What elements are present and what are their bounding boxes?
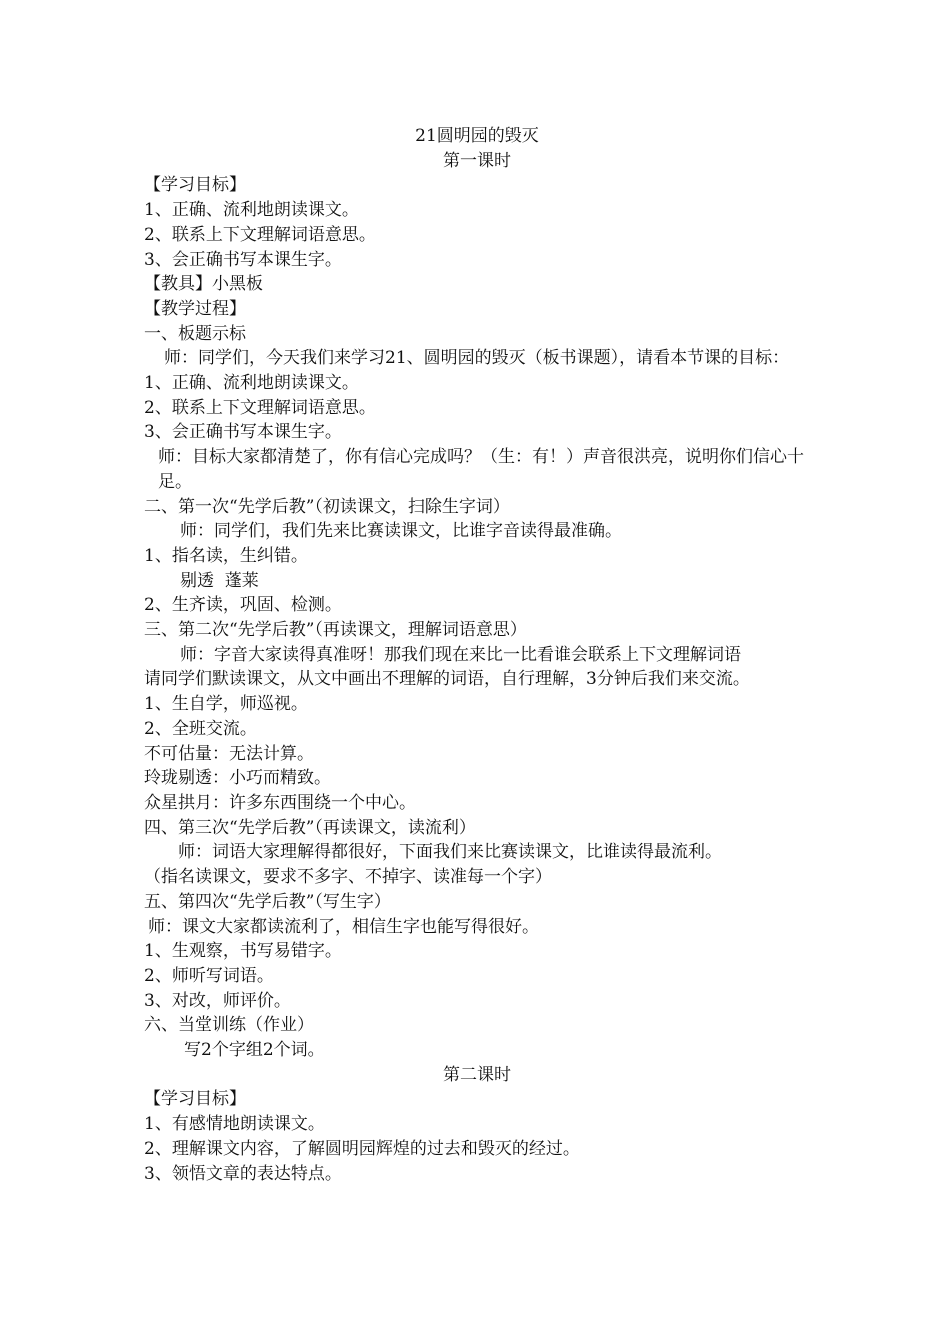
section2-item: 1、指名读，生纠错。 bbox=[144, 545, 308, 566]
section4-paragraph: 师：词语大家理解得都很好，下面我们来比赛读课文，比谁读得最流利。 bbox=[178, 842, 722, 863]
section2-item: 2、生齐读，巩固、检测。 bbox=[144, 595, 342, 616]
section1-title: 一、板题示标 bbox=[144, 323, 246, 344]
section5-paragraph: 师：课文大家都读流利了，相信生字也能写得很好。 bbox=[148, 916, 539, 937]
section3-paragraph: 师：字音大家读得真准呀！那我们现在来比一比看谁会联系上下文理解词语 bbox=[180, 644, 741, 665]
section3-definition: 众星拱月：许多东西围绕一个中心。 bbox=[144, 792, 416, 813]
section5-item: 3、对改，师评价。 bbox=[144, 990, 291, 1011]
section3-item: 1、生自学，师巡视。 bbox=[144, 694, 308, 715]
section5-item: 1、生观察，书写易错字。 bbox=[144, 941, 342, 962]
section5-title: 五、第四次“先学后教”（写生字） bbox=[144, 891, 391, 912]
section4-title: 四、第三次“先学后教”（再读课文，读流利） bbox=[144, 817, 476, 838]
section3-definition: 不可估量：无法计算。 bbox=[144, 743, 314, 764]
lesson1-objectives-label: 【学习目标】 bbox=[144, 175, 246, 196]
section1-item: 1、正确、流利地朗读课文。 bbox=[144, 373, 359, 394]
section3-item: 2、全班交流。 bbox=[144, 718, 257, 739]
section1-paragraph: 师：同学们，今天我们来学习21、圆明园的毁灭（板书课题），请看本节课的目标： bbox=[164, 348, 790, 369]
lesson2-objective: 2、理解课文内容，了解圆明园辉煌的过去和毁灭的经过。 bbox=[144, 1138, 580, 1159]
lesson1-process-label: 【教学过程】 bbox=[144, 298, 246, 319]
section3-title: 三、第二次“先学后教”（再读课文，理解词语意思） bbox=[144, 620, 527, 641]
section3-paragraph: 请同学们默读课文，从文中画出不理解的词语，自行理解，3分钟后我们来交流。 bbox=[144, 669, 750, 690]
section1-paragraph: 师：目标大家都清楚了，你有信心完成吗？（生：有！）声音很洪亮，说明你们信心十足。 bbox=[158, 447, 804, 492]
lesson1-objective: 2、联系上下文理解词语意思。 bbox=[144, 224, 376, 245]
section6-title: 六、当堂训练（作业） bbox=[144, 1015, 314, 1036]
lesson1-objective: 1、正确、流利地朗读课文。 bbox=[144, 200, 359, 221]
document-body bbox=[144, 124, 810, 1186]
section2-paragraph: 师：同学们，我们先来比赛读课文，比谁字音读得最准确。 bbox=[180, 521, 622, 542]
lesson1-heading: 第一课时 bbox=[443, 150, 511, 171]
section4-paragraph: （指名读课文，要求不多字、不掉字、读准每一个字） bbox=[144, 867, 552, 888]
section2-words: 剔透 蓬莱 bbox=[180, 570, 259, 591]
section1-item: 3、会正确书写本课生字。 bbox=[144, 422, 342, 443]
section5-item: 2、师听写词语。 bbox=[144, 965, 274, 986]
lesson2-objective: 1、有感情地朗读课文。 bbox=[144, 1114, 325, 1135]
section1-item: 2、联系上下文理解词语意思。 bbox=[144, 397, 376, 418]
lesson1-objective: 3、会正确书写本课生字。 bbox=[144, 249, 342, 270]
lesson2-heading: 第二课时 bbox=[443, 1064, 511, 1085]
section6-paragraph: 写2个字组2个词。 bbox=[184, 1040, 325, 1061]
lesson2-objective: 3、领悟文章的表达特点。 bbox=[144, 1163, 342, 1184]
lesson2-objectives-label: 【学习目标】 bbox=[144, 1089, 246, 1110]
section3-definition: 玲珑剔透：小巧而精致。 bbox=[144, 768, 331, 789]
document-title: 21圆明园的毁灭 bbox=[415, 126, 539, 146]
lesson1-tools: 【教具】小黑板 bbox=[144, 274, 263, 295]
section2-title: 二、第一次“先学后教”（初读课文，扫除生字词） bbox=[144, 496, 510, 517]
